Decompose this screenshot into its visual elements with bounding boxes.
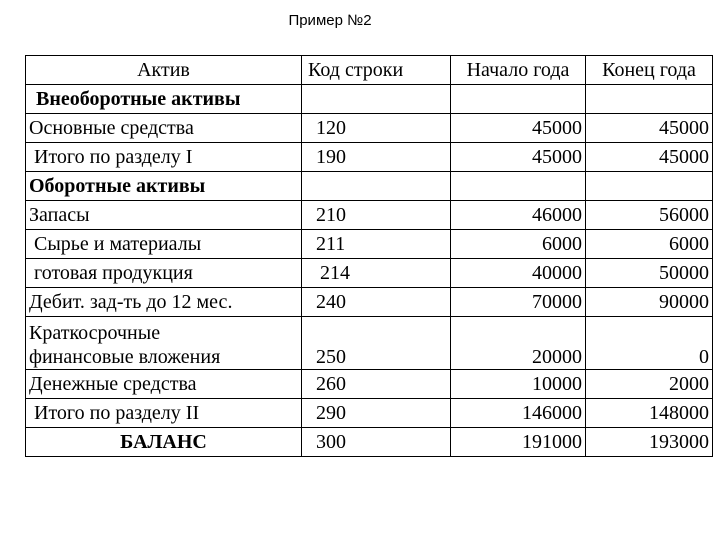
row-name — [26, 317, 302, 370]
table-row — [26, 114, 713, 143]
row-end — [586, 85, 713, 114]
row-start: 46000 — [451, 201, 586, 230]
row-start: 70000 — [451, 288, 586, 317]
row-start: 40000 — [451, 259, 586, 288]
row-end: 45000 — [586, 143, 713, 172]
row-code — [302, 85, 451, 114]
column-header-start: Начало года — [451, 56, 586, 85]
table-row — [26, 230, 713, 259]
row-start: 45000 — [451, 143, 586, 172]
table-row — [26, 428, 713, 457]
row-start: 10000 — [451, 370, 586, 399]
column-header-code: Код строки — [302, 56, 451, 85]
row-code: 214 — [302, 259, 451, 288]
row-name: Основные средства — [26, 114, 302, 143]
table-row — [26, 259, 713, 288]
row-name: Сырье и материалы — [26, 230, 302, 259]
row-end: 45000 — [586, 114, 713, 143]
row-code: 211 — [302, 230, 451, 259]
balance-table — [25, 55, 713, 457]
row-start — [451, 85, 586, 114]
row-end: 2000 — [586, 370, 713, 399]
table-row — [26, 85, 713, 114]
row-name: Итого по разделу I — [26, 143, 302, 172]
row-end: 148000 — [586, 399, 713, 428]
table-row — [26, 143, 713, 172]
row-code: 210 — [302, 201, 451, 230]
table-row — [26, 288, 713, 317]
table-row — [26, 317, 713, 370]
row-code: 290 — [302, 399, 451, 428]
column-header-asset: Актив — [26, 56, 302, 85]
row-code: 190 — [302, 143, 451, 172]
row-name: готовая продукция — [26, 259, 302, 288]
row-name-line1: Краткосрочные — [29, 322, 161, 344]
example-heading: Пример №2 — [288, 12, 372, 29]
row-name: БАЛАНС — [26, 428, 302, 457]
row-end: 0 — [586, 317, 713, 370]
row-code: 250 — [302, 317, 451, 370]
row-start: 146000 — [451, 399, 586, 428]
row-code: 260 — [302, 370, 451, 399]
table-header-row — [26, 56, 713, 85]
row-end — [586, 172, 713, 201]
row-end: 6000 — [586, 230, 713, 259]
row-end: 193000 — [586, 428, 713, 457]
row-name-line2: финансовые вложения — [29, 346, 221, 368]
row-name: Внеоборотные активы — [26, 85, 302, 114]
row-start: 191000 — [451, 428, 586, 457]
row-end: 90000 — [586, 288, 713, 317]
row-name: Итого по разделу II — [26, 399, 302, 428]
row-code: 240 — [302, 288, 451, 317]
row-code: 120 — [302, 114, 451, 143]
row-code — [302, 172, 451, 201]
table-row — [26, 370, 713, 399]
row-code: 300 — [302, 428, 451, 457]
row-start: 20000 — [451, 317, 586, 370]
row-name: Денежные средства — [26, 370, 302, 399]
row-end: 50000 — [586, 259, 713, 288]
row-name: Запасы — [26, 201, 302, 230]
row-name: Дебит. зад-ть до 12 мес. — [26, 288, 302, 317]
row-end: 56000 — [586, 201, 713, 230]
row-name: Оборотные активы — [26, 172, 302, 201]
row-start — [451, 172, 586, 201]
column-header-end: Конец года — [586, 56, 713, 85]
row-start: 6000 — [451, 230, 586, 259]
table-row — [26, 201, 713, 230]
row-start: 45000 — [451, 114, 586, 143]
table-row — [26, 172, 713, 201]
table-row — [26, 399, 713, 428]
